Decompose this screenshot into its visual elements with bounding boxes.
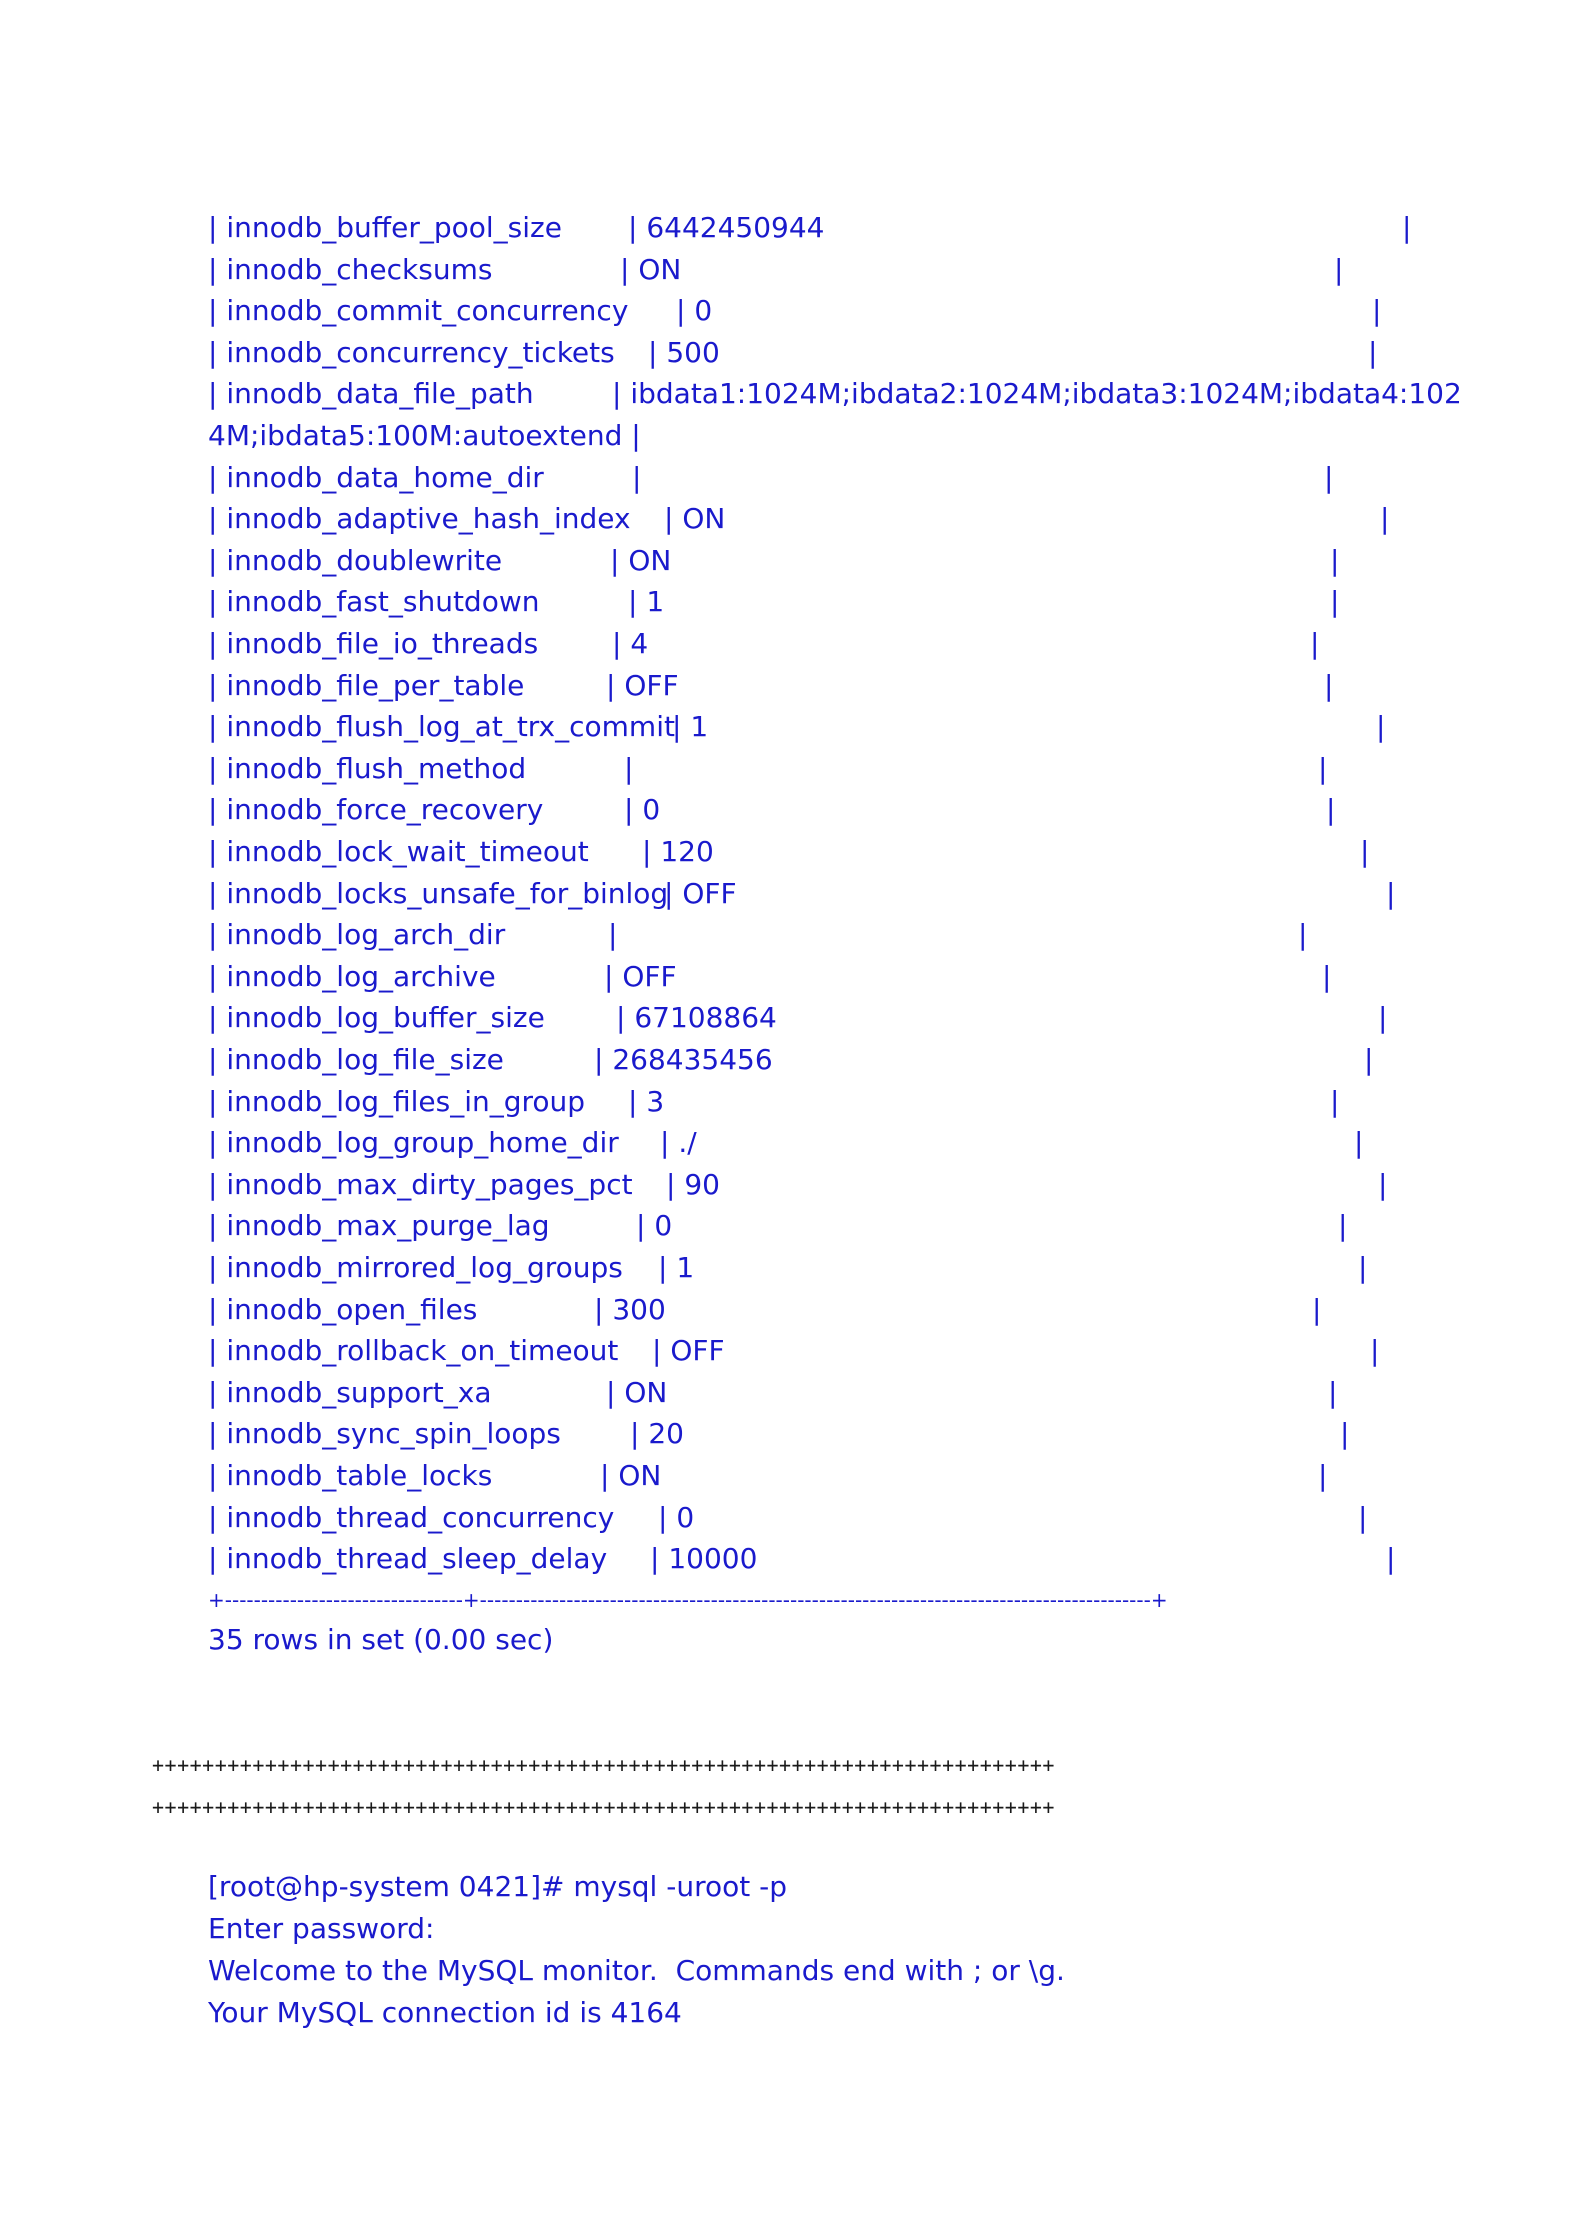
connection-id: Your MySQL connection id is 4164 (208, 1996, 682, 2029)
row-end-bar: | (1338, 1209, 1348, 1243)
welcome-message: Welcome to the MySQL monitor. Commands end with ; or \g. (208, 1954, 1065, 1987)
table-row (208, 790, 1448, 830)
row-end-bar: | (1386, 1542, 1396, 1576)
variable-value: | OFF (604, 959, 677, 993)
variable-name: | innodb_fast_shutdown (208, 585, 540, 619)
table-row (208, 499, 1448, 539)
row-end-bar: | (1324, 668, 1334, 702)
variable-value: | ON (620, 252, 682, 286)
table-row (208, 874, 1448, 914)
variable-name: | innodb_flush_log_at_trx_commit (208, 710, 675, 744)
row-end-bar: | (1380, 502, 1390, 536)
variable-name: | innodb_rollback_on_timeout (208, 1334, 619, 1368)
variable-value: | OFF (606, 668, 679, 702)
variable-name: | innodb_log_files_in_group (208, 1084, 586, 1118)
separator-line: ++++++++++++++++++++++++++++++++++++++++++++++++++++++++++++++++++++++++ (152, 1795, 1055, 1819)
variable-value: | 0 (676, 294, 713, 328)
variable-value: | 1 (672, 710, 709, 744)
table-row (208, 291, 1448, 331)
variable-value: | 20 (630, 1417, 684, 1451)
table-row (208, 749, 1448, 789)
variable-name: | innodb_force_recovery (208, 793, 544, 827)
variable-name: | innodb_concurrency_tickets (208, 335, 615, 369)
variable-name: | innodb_flush_method (208, 751, 527, 785)
shell-command: [root@hp-system 0421]# mysql -uroot -p (208, 1870, 788, 1903)
variable-value: | ON (610, 543, 672, 577)
variable-name: | innodb_table_locks (208, 1459, 493, 1492)
variable-value: | 120 (642, 835, 714, 868)
table-row (208, 1498, 1448, 1538)
row-end-bar: | (1330, 585, 1340, 619)
separator-line: ++++++++++++++++++++++++++++++++++++++++++++++++++++++++++++++++++++++++ (152, 1753, 1055, 1777)
password-prompt: Enter password: (208, 1912, 435, 1945)
row-end-bar: | (1372, 294, 1382, 328)
row-end-bar: | (1378, 1167, 1388, 1201)
variable-name: | innodb_support_xa (208, 1375, 492, 1409)
table-row (208, 832, 1448, 872)
table-row (208, 1123, 1448, 1163)
variable-value: | 0 (624, 793, 661, 827)
table-row (208, 915, 1448, 955)
row-end-bar: | (1312, 1292, 1322, 1326)
row-end-bar: | (1326, 793, 1336, 827)
variable-value: | 1 (628, 585, 665, 619)
row-end-bar: | (1318, 751, 1328, 785)
rows-in-set: 35 rows in set (0.00 sec) (208, 1623, 554, 1656)
variable-name: | innodb_commit_concurrency (208, 294, 629, 328)
variable-value: | 3 (628, 1084, 665, 1118)
table-row (208, 707, 1448, 747)
table-row (208, 458, 1448, 498)
variable-name: | innodb_data_file_path (208, 377, 534, 411)
variable-value: | 300 (594, 1292, 666, 1326)
row-end-bar: | (1386, 876, 1396, 910)
variable-value: | OFF (652, 1334, 725, 1368)
table-row (208, 541, 1448, 581)
table-row (208, 1456, 1448, 1496)
variable-value: | 6442450944 (628, 211, 825, 244)
variable-value: | ON (664, 502, 726, 536)
table-row (208, 208, 1448, 248)
table-row (208, 333, 1448, 373)
variable-name: | innodb_file_io_threads (208, 627, 539, 660)
variable-value: | 67108864 (616, 1001, 777, 1035)
variable-value: | (608, 918, 618, 952)
row-end-bar: | (1322, 959, 1332, 993)
table-row (208, 1040, 1448, 1080)
variable-name: | innodb_buffer_pool_size (208, 211, 562, 244)
table-border: +---------------------------------+---------------------------------------------------------------------------------------------+ (208, 1588, 1168, 1612)
row-end-bar: | (1402, 211, 1412, 244)
table-row (208, 1414, 1448, 1454)
table-row (208, 998, 1448, 1038)
variable-name: | innodb_thread_concurrency (208, 1500, 615, 1534)
variable-name: | innodb_data_home_dir (208, 460, 544, 494)
variable-name: | innodb_thread_sleep_delay (208, 1542, 608, 1576)
variable-value: | ON (600, 1459, 662, 1492)
row-end-bar: | (1328, 1375, 1338, 1409)
variable-name: | innodb_log_archive (208, 959, 496, 993)
variable-name: | innodb_locks_unsafe_for_binlog (208, 876, 669, 910)
row-end-bar: | (1358, 1251, 1368, 1284)
variable-name: | innodb_log_arch_dir (208, 918, 506, 952)
variable-name: | innodb_open_files (208, 1292, 478, 1326)
row-end-bar: | (1318, 1459, 1328, 1492)
table-row (208, 1290, 1448, 1330)
row-end-bar: | (1354, 1126, 1364, 1160)
row-end-bar: | (1370, 1334, 1380, 1368)
variable-name: | innodb_log_group_home_dir (208, 1126, 619, 1160)
variable-value: | ON (606, 1375, 668, 1409)
row-end-bar: | (1310, 627, 1320, 660)
table-row (208, 250, 1448, 290)
variable-value: | 4 (612, 627, 649, 660)
table-row (208, 582, 1448, 622)
variable-name: 4M;ibdata5:100M:autoextend | (208, 419, 641, 452)
row-end-bar: | (1358, 1500, 1368, 1534)
table-row (208, 666, 1448, 706)
row-end-bar: | (1330, 1084, 1340, 1118)
table-row (208, 374, 1462, 414)
variable-value: | 1 (658, 1251, 695, 1284)
variable-value: | ibdata1:1024M;ibdata2:1024M;ibdata3:1024M;ibdata4:102 (612, 377, 1462, 411)
row-end-bar: | (1368, 335, 1378, 369)
variable-value: | 268435456 (594, 1043, 773, 1076)
table-row (208, 1373, 1448, 1413)
variable-value: | 500 (648, 335, 720, 369)
row-end-bar: | (1330, 543, 1340, 577)
variable-name: | innodb_sync_spin_loops (208, 1417, 561, 1451)
variable-name: | innodb_mirrored_log_groups (208, 1251, 623, 1284)
variable-value: | (624, 751, 634, 785)
row-end-bar: | (1364, 1043, 1374, 1076)
table-row (208, 1539, 1448, 1579)
row-end-bar: | (1378, 1001, 1388, 1035)
variable-name: | innodb_max_purge_lag (208, 1209, 550, 1243)
variable-value: | 0 (658, 1500, 695, 1534)
row-end-bar: | (1298, 918, 1308, 952)
row-end-bar: | (1324, 460, 1334, 494)
variable-value: | OFF (664, 876, 737, 910)
table-row (208, 957, 1448, 997)
table-row (208, 1248, 1448, 1288)
variable-name: | innodb_adaptive_hash_index (208, 502, 631, 536)
variable-name: | innodb_log_buffer_size (208, 1001, 545, 1035)
variable-value: | 90 (666, 1167, 720, 1201)
row-end-bar: | (1376, 710, 1386, 744)
variable-value: | 0 (636, 1209, 673, 1243)
row-end-bar: | (1334, 252, 1344, 286)
table-row (208, 1165, 1448, 1205)
variable-name: | innodb_lock_wait_timeout (208, 835, 589, 868)
table-row (208, 1331, 1448, 1371)
table-row (208, 1206, 1448, 1246)
variable-name: | innodb_log_file_size (208, 1043, 504, 1076)
table-row (208, 624, 1448, 664)
variable-name: | innodb_file_per_table (208, 668, 525, 702)
row-end-bar: | (1340, 1417, 1350, 1451)
variable-name: | innodb_doublewrite (208, 543, 503, 577)
variable-name: | innodb_checksums (208, 252, 493, 286)
row-end-bar: | (1360, 835, 1370, 868)
table-row (208, 1082, 1448, 1122)
variable-value: | ./ (660, 1126, 697, 1160)
table-row (208, 416, 1448, 456)
variable-name: | innodb_max_dirty_pages_pct (208, 1167, 633, 1201)
variable-value: | 10000 (650, 1542, 758, 1576)
variable-value: | (632, 460, 642, 494)
